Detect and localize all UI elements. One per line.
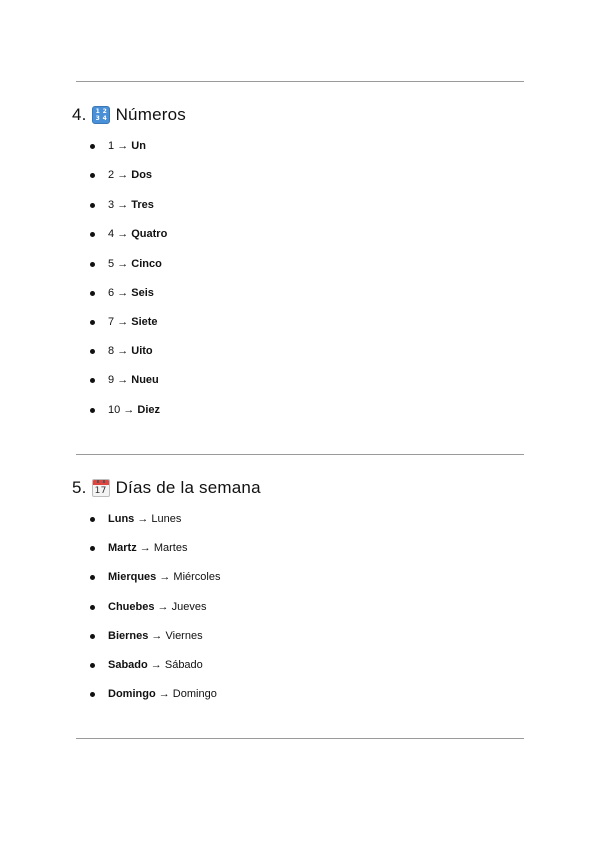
item-translation: Miércoles — [173, 571, 221, 583]
calendar-day-number: 17 — [94, 486, 107, 496]
bullet-icon — [90, 517, 95, 522]
item-number: 10 — [108, 404, 121, 416]
arrow-icon: → — [117, 258, 129, 270]
item-term: Luns — [108, 513, 135, 525]
item-translation: Cinco — [131, 258, 162, 270]
horizontal-rule — [76, 738, 524, 739]
arrow-icon: → — [117, 287, 129, 299]
item-number: 4 — [108, 228, 115, 240]
arrow-icon: → — [139, 542, 151, 554]
bullet-icon — [90, 262, 95, 267]
item-translation: Siete — [131, 316, 158, 328]
arrow-icon: → — [151, 630, 163, 642]
numbers-icon-digit: 3 — [95, 115, 100, 122]
item-number: 2 — [108, 169, 115, 181]
item-translation: Seis — [131, 287, 154, 299]
bullet-icon — [90, 546, 95, 551]
item-number: 8 — [108, 345, 115, 357]
bullet-icon — [90, 203, 95, 208]
bullet-icon — [90, 575, 95, 580]
bullet-icon — [90, 634, 95, 639]
arrow-icon: → — [150, 659, 162, 671]
item-number: 1 — [108, 140, 115, 152]
item-term: Mierques — [108, 571, 157, 583]
item-translation: Quatro — [131, 228, 168, 240]
section-number: 5. — [72, 478, 87, 497]
bullet-icon — [90, 320, 95, 325]
item-number: 7 — [108, 316, 115, 328]
bullet-icon — [90, 378, 95, 383]
numbers-icon-digit: 2 — [102, 108, 107, 115]
arrow-icon: → — [117, 140, 129, 152]
numbers-icon-digit: 1 — [95, 108, 100, 115]
bullet-icon — [90, 692, 95, 697]
horizontal-rule — [76, 81, 524, 82]
bullet-icon — [90, 232, 95, 237]
calendar-header — [93, 480, 109, 485]
arrow-icon: → — [117, 374, 129, 386]
bullet-icon — [90, 173, 95, 178]
arrow-icon: → — [117, 199, 129, 211]
calendar-ring — [97, 480, 99, 483]
item-translation: Tres — [131, 199, 154, 211]
numbers-icon-digit: 4 — [102, 115, 107, 122]
item-translation: Dos — [131, 169, 153, 181]
item-translation: Diez — [137, 404, 160, 416]
input-numbers-icon — [92, 106, 110, 124]
bullet-icon — [90, 663, 95, 668]
calendar-ring — [103, 480, 105, 483]
section-title: Números — [115, 105, 186, 124]
item-translation: Lunes — [151, 513, 182, 525]
section-number: 4. — [72, 105, 87, 124]
horizontal-rule — [76, 454, 524, 455]
item-term: Martz — [108, 542, 137, 554]
arrow-icon: → — [117, 169, 129, 181]
bullet-icon — [90, 291, 95, 296]
arrow-icon: → — [157, 601, 169, 613]
arrow-icon: → — [137, 513, 149, 525]
item-translation: Viernes — [165, 630, 203, 642]
bullet-icon — [90, 605, 95, 610]
item-number: 9 — [108, 374, 115, 386]
arrow-icon: → — [117, 228, 129, 240]
item-term: Chuebes — [108, 601, 155, 613]
section-heading-numbers — [72, 105, 186, 125]
calendar-icon — [92, 479, 110, 497]
arrow-icon: → — [159, 571, 171, 583]
item-translation: Nueu — [131, 374, 159, 386]
arrow-icon: → — [123, 404, 135, 416]
item-term: Sabado — [108, 659, 148, 671]
item-translation: Domingo — [172, 688, 217, 700]
item-translation: Un — [131, 140, 146, 152]
item-translation: Uito — [131, 345, 153, 357]
arrow-icon: → — [117, 316, 129, 328]
bullet-icon — [90, 144, 95, 149]
item-term: Domingo — [108, 688, 156, 700]
section-heading-weekdays — [72, 478, 261, 498]
arrow-icon: → — [158, 688, 170, 700]
arrow-icon: → — [117, 345, 129, 357]
section-title: Días de la semana — [115, 478, 261, 497]
item-number: 3 — [108, 199, 115, 211]
item-translation: Martes — [153, 542, 188, 554]
item-number: 6 — [108, 287, 115, 299]
bullet-icon — [90, 408, 95, 413]
item-translation: Jueves — [171, 601, 207, 613]
item-term: Biernes — [108, 630, 149, 642]
item-translation: Sábado — [164, 659, 203, 671]
bullet-icon — [90, 349, 95, 354]
item-number: 5 — [108, 258, 115, 270]
